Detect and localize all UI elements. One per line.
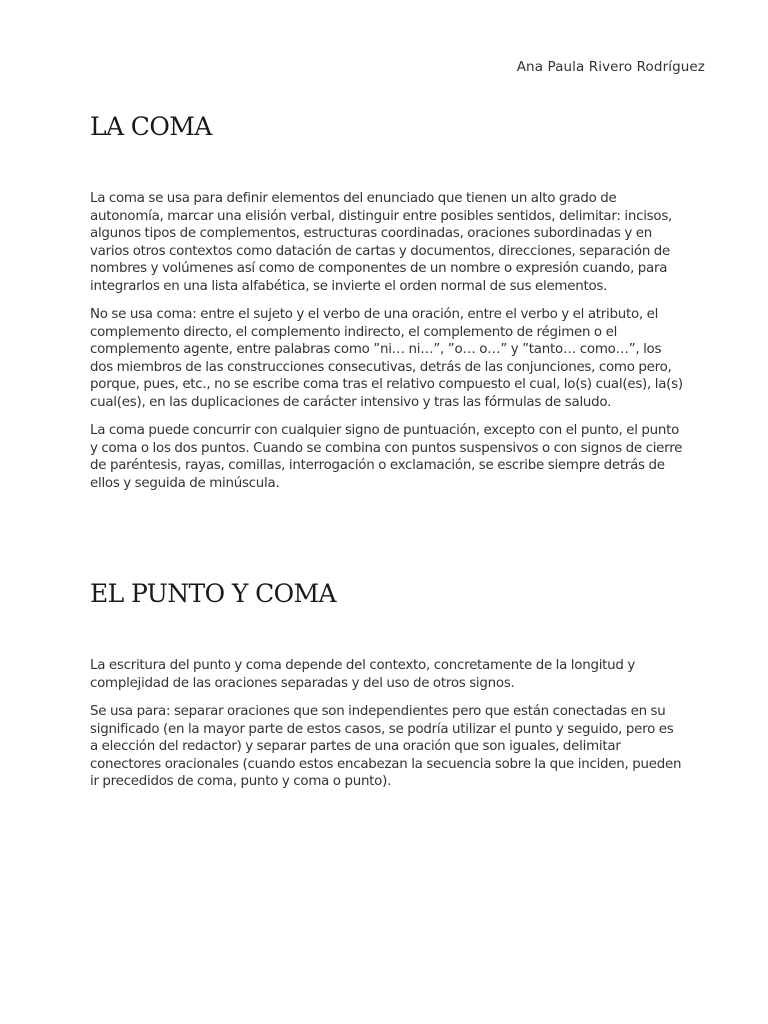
section-title-la-coma: LA COMA bbox=[90, 112, 212, 141]
paragraph: No se usa coma: entre el sujeto y el verbo de una oración, entre el verbo y el atributo, el complemento directo, el complemento indirecto, el complemento de régimen o el complemento agente, entre palabras como ”ni… ni…”, ”o… o…” y ”tanto… como…”, los dos miembros de las construcciones consecutivas, detrás de las conjunciones, como pero, porque, pues, etc., no se escribe coma tras el relativo compuesto el cual, lo(s) cual(es), la(s) cual(es), en las duplicaciones de carácter intensivo y tras las fórmulas de saludo. bbox=[90, 307, 683, 410]
paragraph: La coma se usa para definir elementos del enunciado que tienen un alto grado de autonomía, marcar una elisión verbal, distinguir entre posibles sentidos, delimitar: incisos, algunos tipos de complementos, estructuras coordinadas, oraciones subordinadas y en varios otros contextos como datación de cartas y documentos, direcciones, separación de nombres y volúmenes así como de componentes de un nombre o expresión cuando, para integrarlos en una lista alfabética, se invierte el orden normal de sus elementos. bbox=[90, 191, 673, 294]
section-title-punto-y-coma: EL PUNTO Y COMA bbox=[90, 579, 336, 608]
section-body-punto-y-coma bbox=[90, 657, 685, 802]
paragraph: La coma puede concurrir con cualquier signo de puntuación, excepto con el punto, el punto y coma o los dos puntos. Cuando se combina con puntos suspensivos o con signos de cierre de paréntesis, rayas, comillas, interrogación o exclamación, se escribe siempre detrás de ellos y seguida de minúscula. bbox=[90, 423, 683, 491]
paragraph: La escritura del punto y coma depende del contexto, concretamente de la longitud y complejidad de las oraciones separadas y del uso de otros signos. bbox=[90, 658, 636, 691]
paragraph: Se usa para: separar oraciones que son independientes pero que están conectadas en su significado (en la mayor parte de estos casos, se podría utilizar el punto y seguido, pero es a elección del redactor) y separar partes de una oración que son iguales, delimitar conectores oracionales (cuando estos encabezan la secuencia sobre la que inciden, pueden ir precedidos de coma, punto y coma o punto). bbox=[90, 704, 682, 789]
author-name: Ana Paula Rivero Rodríguez bbox=[516, 59, 705, 75]
section-body-la-coma bbox=[90, 190, 685, 503]
